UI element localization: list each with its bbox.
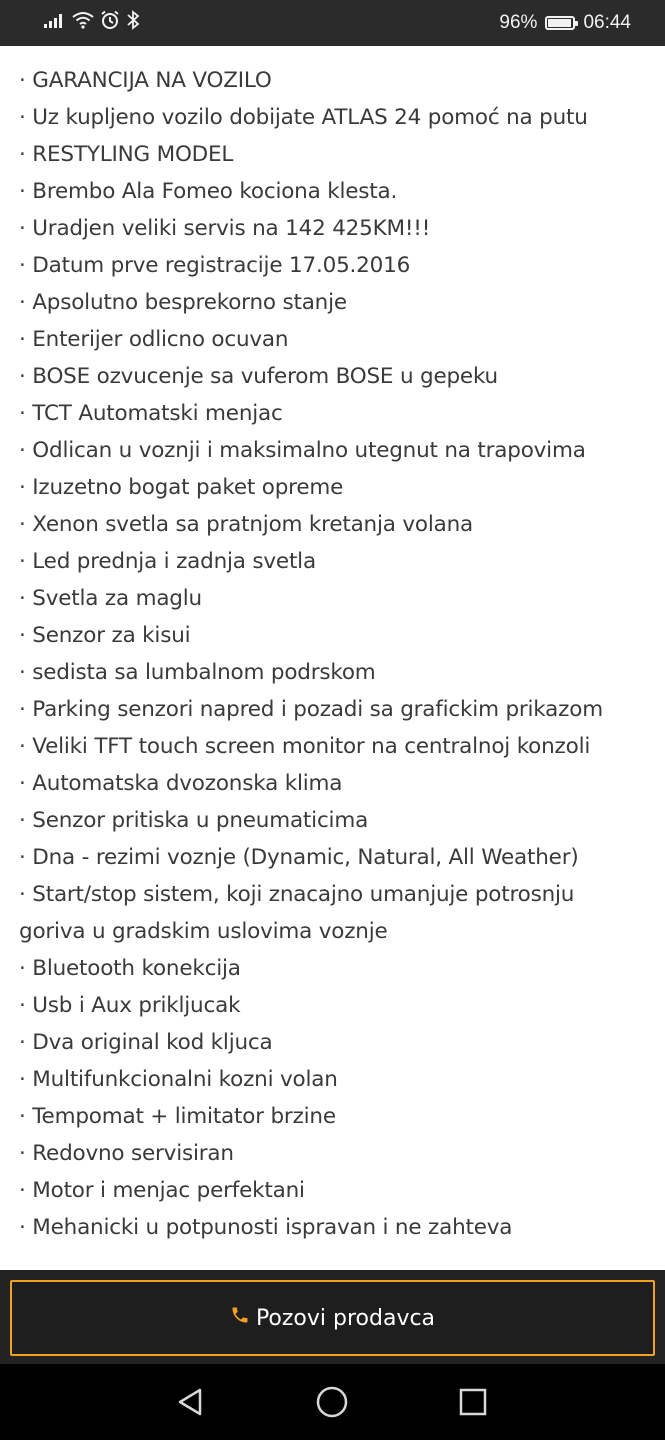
feature-item: · Dva original kod kljuca xyxy=(19,1030,273,1055)
battery-fill xyxy=(548,19,571,27)
feature-item: · Dna - rezimi voznje (Dynamic, Natural, All Weather) xyxy=(19,845,579,870)
feature-item: · Senzor za kisui xyxy=(19,623,191,648)
feature-item: · Xenon svetla sa pratnjom kretanja volana xyxy=(19,512,473,537)
feature-item: · TCT Automatski menjac xyxy=(19,401,283,426)
feature-item: · Apsolutno besprekorno stanje xyxy=(19,290,347,315)
clock: 06:44 xyxy=(583,12,631,33)
feature-item: · BOSE ozvucenje sa vuferom BOSE u gepeku xyxy=(19,364,498,389)
phone-icon xyxy=(230,1305,250,1331)
feature-item: · Uz kupljeno vozilo dobijate ATLAS 24 pomoć na putu xyxy=(19,105,588,130)
feature-item: · Izuzetno bogat paket opreme xyxy=(19,475,344,500)
feature-item: · Start/stop sistem, koji znacajno umanjuje potrosnju goriva u gradskim uslovima voznje xyxy=(19,882,575,944)
feature-item: · Uradjen veliki servis na 142 425KM!!! xyxy=(19,216,431,241)
signal-icon xyxy=(44,12,66,34)
feature-item: · sedista sa lumbalnom podrskom xyxy=(19,660,376,685)
bluetooth-icon xyxy=(126,10,140,36)
feature-item: · Motor i menjac perfektani xyxy=(19,1178,305,1203)
listing-description[interactable] xyxy=(0,46,665,1270)
status-icons-right xyxy=(499,11,631,35)
feature-item: · Enterijer odlicno ocuvan xyxy=(19,327,289,352)
battery-icon xyxy=(545,16,575,30)
feature-item: · Bluetooth konekcija xyxy=(19,956,241,981)
feature-item: · Automatska dvozonska klima xyxy=(19,771,343,796)
feature-item: · Tempomat + limitator brzine xyxy=(19,1104,336,1129)
feature-item: · Led prednja i zadnja svetla xyxy=(19,549,316,574)
status-icons-left xyxy=(44,11,140,35)
feature-item: · Mehanicki u potpunosti ispravan i ne zahteva xyxy=(19,1215,513,1240)
feature-item: · Svetla za maglu xyxy=(19,586,202,611)
status-bar xyxy=(0,0,665,46)
feature-list xyxy=(0,46,665,1246)
feature-item: · Parking senzori napred i pozadi sa grafickim prikazom xyxy=(19,697,603,722)
wifi-icon xyxy=(72,11,94,35)
feature-item: · Brembo Ala Fomeo kociona klesta. xyxy=(19,179,398,204)
call-seller-button[interactable] xyxy=(10,1280,655,1356)
navigation-bar xyxy=(0,1364,665,1440)
battery-percent: 96% xyxy=(499,12,538,33)
feature-item: · Multifunkcionalni kozni volan xyxy=(19,1067,338,1092)
feature-item: · Senzor pritiska u pneumaticima xyxy=(19,808,369,833)
call-bar xyxy=(0,1270,665,1364)
recents-icon[interactable] xyxy=(453,1382,493,1422)
alarm-icon xyxy=(100,10,120,36)
feature-item: · Redovno servisiran xyxy=(19,1141,234,1166)
feature-item: · GARANCIJA NA VOZILO xyxy=(19,68,272,93)
feature-item: · Veliki TFT touch screen monitor na centralnoj konzoli xyxy=(19,734,591,759)
back-icon[interactable] xyxy=(170,1382,210,1422)
call-seller-label: Pozovi prodavca xyxy=(255,1305,436,1331)
home-icon[interactable] xyxy=(312,1382,352,1422)
feature-item: · Odlican u voznji i maksimalno utegnut na trapovima xyxy=(19,438,586,463)
feature-item: · Usb i Aux prikljucak xyxy=(19,993,241,1018)
feature-item: · Datum prve registracije 17.05.2016 xyxy=(19,253,411,278)
feature-item: · RESTYLING MODEL xyxy=(19,142,234,167)
